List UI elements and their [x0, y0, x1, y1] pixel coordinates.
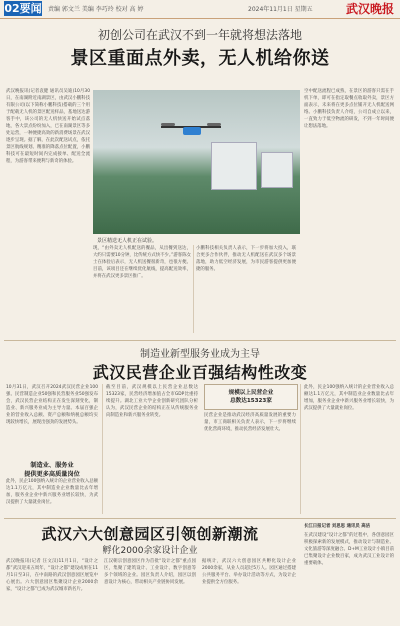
story2-kicker: 制造业新型服务业成为主导 [140, 349, 260, 360]
stats-card-title: 规模以上民营企业 总数达15323家 [228, 390, 274, 404]
section-divider [4, 518, 396, 519]
story3-column-2: 江汉朝宗创意园区作为首批“设计之都”重点园区，集聚了建筑设计、工业设计、数字创意等多个领域的企业。园区负责人介绍，园区以创意设计为核心，带动相关产业链协同发展。 [104, 559, 196, 585]
masthead-logo: 武汉晚报 [345, 2, 394, 16]
stats-card [204, 384, 298, 410]
story1-column-3: 现，“由外卖无人机配送的餐品，从出餐到送达，大约只需要10分钟，比传统方式快不少。”游客陈女士在体验后表示，无人机送餐很新奇，也很方便。目前，该项目还在继续优化航线，提高配送效率，并将在武汉更多景区推广。 [93, 246, 191, 279]
story3-column-4: 在武汉建设“设计之都”的过程中，各创意园区积极探索新的发展模式，推动设计与制造业、文化旅游等深度融合。D+M工业设计小镇目前已集聚设计企业数百家，成为武汉工业设计的重要载体。 [304, 533, 394, 566]
story1-column-1: 武汉晚报讯(记者袁健 通讯员吴迪)10月30日，在南湖附近南湖景区，由武汉小鹏科技有限公司(以下简称小鹏科技)搭载的三个用于配载无人机的景区配送样品，基地送达游客手中，该公司的无人机快送开始试点落地，各大景点纷纷加入，已在南湖景区等多处运营，一种便捷高效的新消费场景在武汉逐步呈现。据了解，在此次配送试点，依托景区航线规划、精准的降落点位配置，小鹏科技可在最短时间内完成接单、配送全流程，为游客带来便利与新奇的体验。 [6, 89, 90, 164]
section-divider [4, 340, 396, 341]
story1-column-4: 小鹏科技相关负责人表示，下一步将加大投入，联合更多合作伙伴，推动无人机配送在武汉多个场景落地，助力低空经济发展，为市民游客提供更加便捷的服务。 [196, 246, 296, 272]
story3-headline: 武汉六大创意园区引领创新潮流 [41, 525, 259, 543]
story2-column-1: 10月31日，武汉召开2024武汉民营企业100强、民营制造企业50强和民营服务业50强发布会，武汉民营企业结构正在发生深刻变化，制造业、新兴服务业成为主导力量。本届百强企业的营业收入总额、资产总额和纳税总额均实现较快增长，展现出强劲的发展势头。 [6, 385, 98, 425]
story2-column-4: 民营企业是推动武汉经济高质量发展的重要力量，市工商联相关负责人表示，下一步将继续优化营商环境，推动民营经济发展壮大。 [204, 413, 296, 432]
editor-credits: 责编 郭文兰 美编 李巧玲 校对 高 婷 [48, 6, 144, 13]
story1-kicker: 初创公司在武汉不到一年就将想法落地 [97, 28, 302, 42]
story2-column-5: 此外，民企100强纳入统计的企业营业收入总额达1.1万亿元，其中制造业企业数量比去年增加，服务业企业中新兴服务业增长较快，为武汉提供了大量就业岗位。 [304, 385, 394, 411]
story3-byline: 长江日报记者 刘思思 通讯员 高洁 [304, 524, 371, 529]
story3-subhead: 孵化2000余家设计企业 [102, 546, 198, 556]
story1-column-2: 空中配送流程已成熟，在景区的游客只需在手机下单，即可在指定取餐点收取外卖，景区方面表示，未来将在更多点位铺开无人机配送网络。小鹏科技负责人介绍，公司自成立以来，一直致力于低空物流的研发，不到一年时间便让想法落地。 [304, 89, 394, 129]
drone-photo [93, 90, 300, 234]
issue-date: 2024年11月1日 星期五 [248, 6, 313, 13]
story1-headline: 景区重面点外卖，无人机给你送 [70, 48, 330, 69]
story2-headline: 武汉民营企业百强结构性改变 [92, 363, 308, 382]
page-header [0, 0, 400, 19]
story2-column-3: 截至目前，武汉规模以上民营企业总数达15323家，民营经济增加值占全市GDP比重持续提升。湖北工业大学企业创新研究团队分析认为，武汉民营企业的结构正在从传统服务业向制造业和新兴服务业转变。 [106, 385, 198, 418]
page-section-badge: 02要闻 [4, 2, 42, 15]
photo-building [261, 152, 293, 188]
photo-building [211, 142, 257, 190]
story2-subhead: 制造业、服务业 提供更多高质量岗位 [24, 462, 80, 478]
photo-caption: 景区精送无人机正在试验。 [97, 238, 158, 244]
story2-column-2: 此外，民企100强纳入统计的企业营业收入总额达1.1万亿元，其中制造业企业数量比去年增加，服务业企业中新兴服务业增长较快，为武汉提供了大量就业岗位。 [6, 479, 98, 505]
story3-column-1: 武汉晚报讯(记者 汪文汉)11月1日，“设计之都”武汉迎来五周年，“设计之都”建设成果在11月1日至3日，在中南路的武汉创意园区展览中心展出。六大创意园区集聚设计企业2000余家，“设计之都”已成为武汉城市新名片。 [6, 559, 98, 592]
story3-column-3: 据统计，武汉六大创意园区共孵化设计企业2000余家，从业人员超过5万人。园区通过搭建公共服务平台、举办设计活动等方式，为设计企业提供全方位服务。 [202, 559, 296, 585]
drone-figure [161, 120, 221, 138]
